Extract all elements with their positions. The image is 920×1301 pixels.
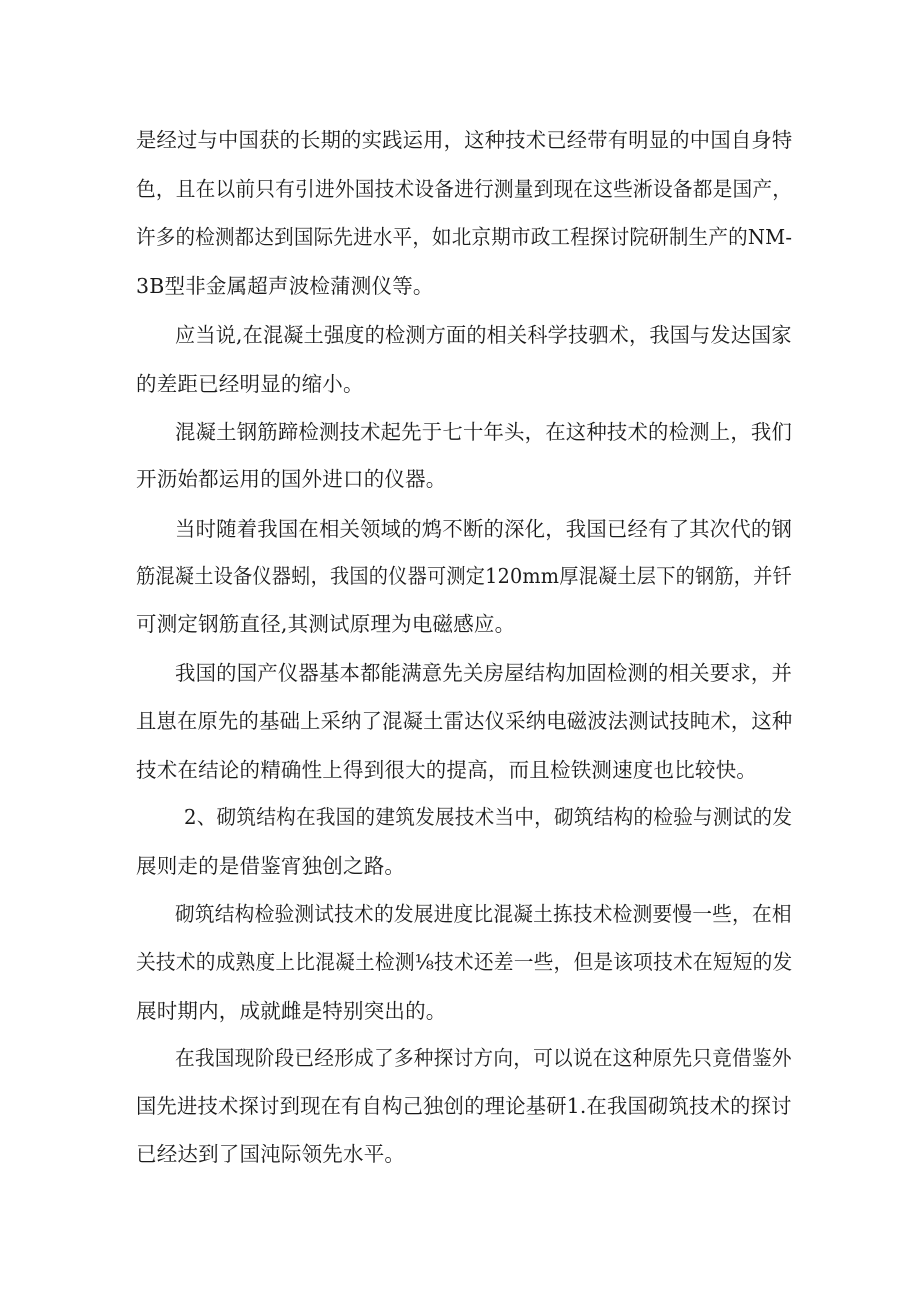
paragraph-4-line-1: 当时随着我国在相关领域的鸩不断的深化，我国已经有了其次代的钢 <box>175 517 793 541</box>
paragraph-6-line-2: 展则走的是借鉴宵独创之路。 <box>136 854 406 878</box>
paragraph-1-line-4: 3B型非金属超声波检蒲测仪等。 <box>136 274 434 298</box>
paragraph-7-line-1: 砌筑结构检验测试技术的发展进度比混凝土拣技术检测要慢一些，在相 <box>175 902 792 926</box>
paragraph-5-line-2: 且崽在原先的基础上采纳了混凝土雷达仪采纳电磁波法测试技盹术，这种 <box>136 709 793 733</box>
paragraph-4-line-3: 可测定钢筋直径,其测试原理为电磁感应。 <box>136 612 516 636</box>
paragraph-3-line-1: 混凝土钢筋蹄检测技术起先于七十年头，在这种技术的检测上，我们 <box>175 420 793 444</box>
paragraph-8-line-2: 国先进技术探讨到现在有自构己独创的理论基研1.在我国砌筑技术的探讨 <box>136 1094 792 1118</box>
paragraph-1-line-1: 是经过与中国获的长期的实践运用，这种技术已经带有明显的中国自身特 <box>136 128 793 152</box>
paragraph-5-line-3: 技术在结论的精确性上得到很大的提高，而且检铁测速度也比较快。 <box>136 758 757 782</box>
paragraph-7-line-2: 关技术的成熟度上比混凝土检测⅛技术还差一些，但是该项技术在短短的发 <box>136 950 793 974</box>
paragraph-1-line-3: 许多的检测都达到国际先进水平，如北京期市政工程探讨院研制生产的NM- <box>136 225 793 249</box>
paragraph-5-line-1: 我国的国产仪器基本都能满意先关房屋结构加固检测的相关要求，并 <box>175 661 793 685</box>
paragraph-8-line-1: 在我国现阶段已经形成了多种探讨方向，可以说在这种原先只竟借鉴外 <box>175 1046 792 1070</box>
paragraph-6-line-1: 2、砌筑结构在我国的建筑发展技术当中，砌筑结构的检验与测试的发 <box>184 805 793 829</box>
paragraph-4-line-2: 筋混凝土设备仪器蚓，我国的仪器可测定120mm厚混凝土层下的钢筋，并钎 <box>136 564 792 588</box>
paragraph-7-line-3: 展时期内，成就雌是特别突出的。 <box>136 999 447 1023</box>
paragraph-1-line-2: 色，且在以前只有引进外国技术设备进行测量到现在这些淅设备都是国产， <box>136 177 793 201</box>
paragraph-3-line-2: 开沥始都运用的国外进口的仪器。 <box>136 467 447 491</box>
paragraph-2-line-2: 的差距已经明显的缩小。 <box>136 372 364 396</box>
paragraph-8-line-3: 已经达到了国沌际领先水平。 <box>136 1142 406 1166</box>
paragraph-2-line-1: 应当说,在混凝土强度的检测方面的相关科学技驷术，我国与发达国家 <box>175 323 792 347</box>
